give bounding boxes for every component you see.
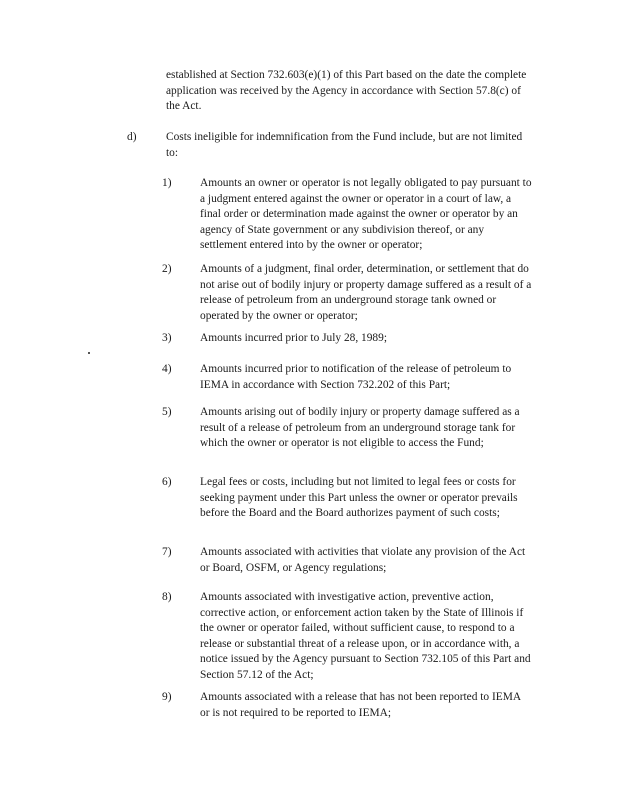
item-text: Amounts incurred prior to July 28, 1989; xyxy=(200,332,387,344)
item-number: 9) xyxy=(162,691,172,703)
item-text: Amounts associated with investigative action, preventive action, corrective action, or enforcement action taken by the State of Illinois if the owner or operator failed, without sufficient cause, to respond to a release or substantial threat of a release upon, or in accordance with, a notice issued by the Agency pursuant to Section 732.105 of this Part and Section 57.12 of the Act; xyxy=(200,591,531,681)
item-text: Legal fees or costs, including but not limited to legal fees or costs for seeking payment under this Part unless the owner or operator prevails before the Board and the Board authorizes payment of such costs; xyxy=(200,476,518,519)
scan-speck xyxy=(88,352,90,354)
item-text: Amounts associated with a release that has not been reported to IEMA or is not required to be reported to IEMA; xyxy=(200,691,521,719)
item-number: 5) xyxy=(162,406,172,418)
item-number: 4) xyxy=(162,363,172,375)
item-text: Amounts an owner or operator is not legally obligated to pay pursuant to a judgment entered against the owner or operator in a court of law, a final order or determination made against the owner or operator by an agency of State government or any subdivision thereof, or any settlement entered into by the owner or operator; xyxy=(200,177,532,251)
item-number: 6) xyxy=(162,476,172,488)
item-text: Amounts incurred prior to notification of the release of petroleum to IEMA in accordance with Section 732.202 of this Part; xyxy=(200,363,512,391)
item-number: 2) xyxy=(162,263,172,275)
item-number: 1) xyxy=(162,177,172,189)
item-number: 7) xyxy=(162,546,172,558)
continuation-paragraph: established at Section 732.603(e)(1) of this Part based on the date the complete application was received by the Agency in accordance with Section 57.8(c) of the Act. xyxy=(166,69,527,112)
section-d-text: Costs ineligible for indemnification from the Fund include, but are not limited to: xyxy=(166,131,523,159)
section-d-label: d) xyxy=(127,131,137,143)
item-text: Amounts associated with activities that violate any provision of the Act or Board, OSFM, or Agency regulations; xyxy=(200,546,526,574)
item-number: 3) xyxy=(162,332,172,344)
item-text: Amounts of a judgment, final order, determination, or settlement that do not arise out of bodily injury or property damage suffered as a result of a release of petroleum from an underground storage tank owned or operated by the owner or operator; xyxy=(200,263,532,322)
item-text: Amounts arising out of bodily injury or property damage suffered as a result of a release of petroleum from an underground storage tank for which the owner or operator is not eligible to access the Fund; xyxy=(200,406,520,449)
item-number: 8) xyxy=(162,591,172,603)
